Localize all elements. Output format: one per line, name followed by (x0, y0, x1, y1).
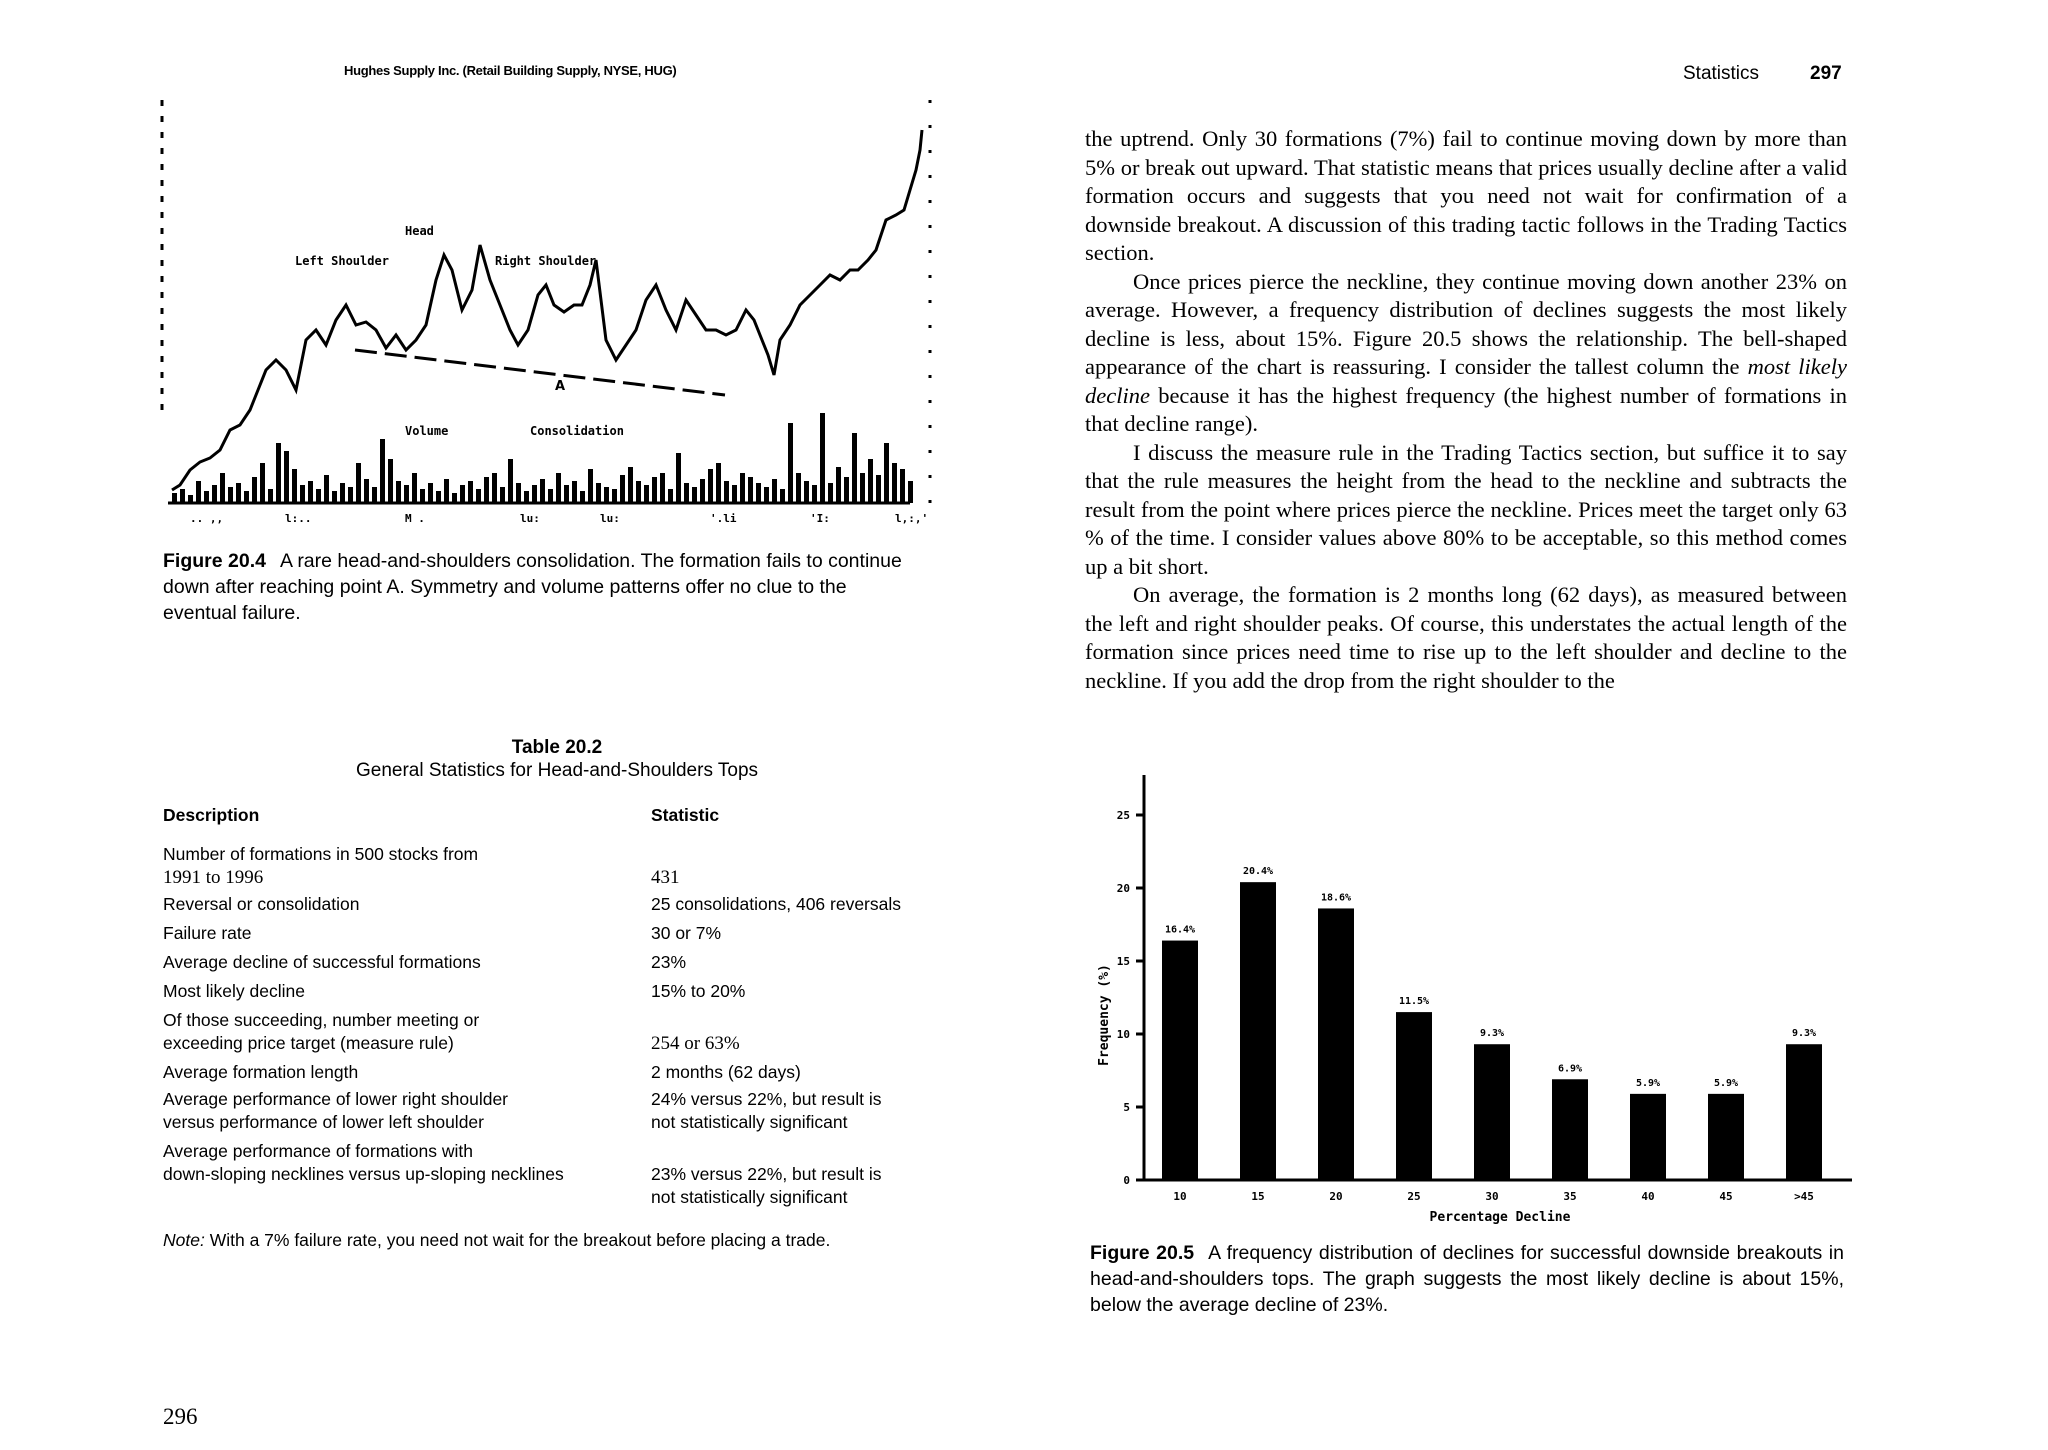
table-row: Average performance of lower right shoulder versus performance of lower left shoulder 24% versus 22%, but result is not statistically significant (163, 1089, 882, 1132)
volume-bar (724, 481, 729, 503)
svg-text:'.li: '.li (710, 512, 737, 525)
volume-bar (604, 487, 609, 503)
volume-bar (716, 463, 721, 503)
volume-bar (308, 481, 313, 503)
x-tick-label: 35 (1563, 1190, 1577, 1203)
table-header-row (163, 804, 901, 843)
svg-text:lu:: lu: (600, 512, 620, 525)
volume-bar (684, 483, 689, 503)
right-page-number: 297 (1810, 63, 1842, 84)
volume-bar (660, 473, 665, 503)
statistics-table (163, 804, 901, 1209)
paragraph-3: I discuss the measure rule in the Trading Tactics section, but suffice it to say that the rule measures the height from the head to the neckline and subtracts the result from the point where prices pierce the neckline. Prices meet the target only 63 % of the time. I consider values above 80% to be acceptable, so this method comes up a bit short. (1085, 439, 1847, 579)
figure-20-5-caption (1090, 1240, 1844, 1318)
volume-bar (772, 479, 777, 503)
bar-30 (1474, 1044, 1510, 1180)
table-subtitle: General Statistics for Head-and-Shoulders Tops (355, 760, 759, 781)
volume-bar (828, 483, 833, 503)
volume-bar (612, 489, 617, 503)
head-label: Head (405, 224, 434, 238)
volume-bar (900, 469, 905, 503)
x-tick-label: 10 (1173, 1190, 1187, 1203)
volume-bar (812, 485, 817, 503)
volume-bar (700, 479, 705, 503)
volume-bar (764, 487, 769, 503)
table-note-label: Note: (163, 1230, 205, 1250)
volume-bar (860, 473, 865, 503)
volume-bar (404, 485, 409, 503)
volume-bar (196, 481, 201, 503)
svg-text:.. ,,: .. ,, (190, 512, 224, 525)
volume-bar (756, 483, 761, 503)
figure-20-4-header: Hughes Supply Inc. (Retail Building Supply, NYSE, HUG) (344, 63, 677, 78)
volume-bar (868, 459, 873, 503)
volume-bar (540, 479, 545, 503)
x-axis-title: Percentage Decline (1429, 1210, 1571, 1225)
svg-text:M .: M . (405, 512, 425, 525)
volume-bar (436, 491, 441, 503)
volume-bar (300, 485, 305, 503)
figure-20-5-label: Figure 20.5 (1090, 1242, 1195, 1264)
bar-40 (1630, 1094, 1666, 1180)
figure-20-5-text: A frequency distribution of declines for successful downside breakouts in head-and-shoulders tops. The graph suggests the most likely decline is about 15%, below the average decline of 23%. (1090, 1242, 1844, 1316)
volume-bar (732, 485, 737, 503)
volume-bar (676, 453, 681, 503)
volume-bar (292, 469, 297, 503)
x-tick-label: >45 (1794, 1190, 1814, 1203)
volume-bar (532, 485, 537, 503)
left-page-number: 296 (163, 1404, 198, 1429)
x-tick-label: 30 (1485, 1190, 1499, 1203)
volume-bar (748, 477, 753, 503)
bar-data-label: 9.3% (1791, 1028, 1817, 1040)
volume-bar (460, 485, 465, 503)
table-row: Reversal or consolidation 25 consolidations, 406 reversals (163, 894, 902, 914)
table-row: Average decline of successful formations 23% (163, 952, 687, 972)
y-tick-label: 20 (1116, 882, 1130, 895)
figure-20-5-bar-chart (1090, 765, 1860, 1230)
volume-bar (908, 481, 913, 503)
volume-bar (268, 489, 273, 503)
table-row: Average performance of formations with down-sloping necklines versus up-sloping necklines 23% versus 22%, but result is not statistically significant (163, 1141, 882, 1207)
volume-label: Volume (405, 424, 449, 438)
volume-bar (876, 475, 881, 503)
figure-20-4-label: Figure 20.4 (163, 550, 266, 572)
x-tick-label: 25 (1407, 1190, 1421, 1203)
emphasis-most-likely-decline: most likely decline (1085, 354, 1847, 408)
volume-bar (260, 463, 265, 503)
volume-bar (324, 475, 329, 503)
paragraph-4: On average, the formation is 2 months long (62 days), as measured between the left and right shoulder peaks. Of course, this understates the actual length of the formation since prices need time to rise up to the left shoulder and decline to the neckline. If you add the drop from the right shoulder to the (1085, 582, 1847, 693)
x-axis-ticks (190, 512, 928, 525)
volume-bar (412, 473, 417, 503)
figure-20-4-text: A rare head-and-shoulders consolidation. The formation fails to continue down after reaching point A. Symmetry and volume patterns offer no clue to the eventual failure. (163, 550, 902, 624)
volume-bar (228, 487, 233, 503)
body-text (1085, 125, 1847, 695)
volume-bar (444, 479, 449, 503)
bar-data-label: 5.9% (1713, 1077, 1739, 1089)
volume-bar (804, 481, 809, 503)
volume-bar (396, 481, 401, 503)
volume-bar (596, 483, 601, 503)
volume-bar (892, 463, 897, 503)
svg-text:'I:: 'I: (810, 512, 830, 525)
x-tick-label: 40 (1641, 1190, 1655, 1203)
volume-bar (212, 485, 217, 503)
volume-bar (636, 481, 641, 503)
right-shoulder-label: Right Shoulder (495, 254, 597, 268)
volume-bar (580, 491, 585, 503)
volume-bar (524, 491, 529, 503)
volume-bar (500, 487, 505, 503)
bar-data-label: 16.4% (1164, 924, 1196, 936)
bar-35 (1552, 1079, 1588, 1180)
table-row: Number of formations in 500 stocks from 1991 to 1996 431 (163, 844, 680, 888)
bar-data-label: 18.6% (1320, 892, 1352, 904)
running-header-title: Statistics (1683, 63, 1760, 84)
y-tick-label: 10 (1116, 1028, 1130, 1041)
volume-bar (468, 481, 473, 503)
table-note-text: With a 7% failure rate, you need not wait for the breakout before placing a trade. (209, 1230, 831, 1250)
paragraph-2: Once prices pierce the neckline, they continue moving down another 23% on average. However, a frequency distribution of declines suggests the most likely decline is less, about 15%. Figure 20.5 shows the relationship. The bell-shaped appearance of the chart is reassuring. I consider the tallest column the most likely decline because it has the highest frequency (the highest number of formations in that decline range). (1085, 268, 1848, 436)
paragraph-1: the uptrend. Only 30 formations (7%) fail to continue moving down by more than 5% or break out upward. That statistic means that prices usually decline after a valid formation occurs and suggests that you need not wait for confirmation of a downside breakout. A discussion of this trading tactic follows in the Trading Tactics section. (1085, 126, 1847, 265)
volume-bar (836, 467, 841, 503)
volume-bar (340, 483, 345, 503)
volume-bar (180, 489, 185, 503)
volume-bar (388, 459, 393, 503)
volume-bar (796, 473, 801, 503)
y-tick-label: 5 (1123, 1101, 1130, 1114)
table-row: Average formation length 2 months (62 days) (163, 1062, 801, 1082)
col-statistic-header: Statistic (651, 805, 720, 825)
volume-bar (668, 489, 673, 503)
volume-bar (788, 423, 793, 503)
left-shoulder-label: Left Shoulder (295, 254, 389, 268)
table-row: Most likely decline 15% to 20% (163, 981, 746, 1001)
svg-text:lu:: lu: (520, 512, 540, 525)
volume-bar (220, 473, 225, 503)
volume-bar (516, 483, 521, 503)
volume-bar (572, 481, 577, 503)
volume-bar (844, 477, 849, 503)
volume-bar (780, 489, 785, 503)
volume-bar (380, 439, 385, 503)
bar-data-label: 6.9% (1557, 1063, 1583, 1075)
volume-bar (204, 491, 209, 503)
volume-bar (420, 489, 425, 503)
volume-bar (620, 475, 625, 503)
volume-bar (364, 479, 369, 503)
volume-bar (484, 477, 489, 503)
volume-bar (284, 451, 289, 503)
x-tick-label: 20 (1329, 1190, 1343, 1203)
col-description-header: Description (163, 805, 260, 825)
volume-bar (556, 473, 561, 503)
bar-data-label: 20.4% (1242, 866, 1274, 878)
volume-bar (348, 487, 353, 503)
y-tick-label: 0 (1123, 1174, 1130, 1187)
volume-bar (548, 489, 553, 503)
volume-bar (820, 413, 825, 503)
bar-10 (1162, 941, 1198, 1180)
y-tick-label: 25 (1116, 809, 1130, 822)
figure-20-4-stock-chart (150, 90, 950, 530)
bar-data-label: 9.3% (1479, 1028, 1505, 1040)
volume-bar (492, 473, 497, 503)
bar-data-label: 11.5% (1398, 996, 1430, 1008)
table-row: Failure rate 30 or 7% (163, 923, 722, 943)
x-tick-label: 45 (1719, 1190, 1733, 1203)
volume-bar (244, 491, 249, 503)
volume-bar (508, 459, 513, 503)
volume-bar (332, 491, 337, 503)
y-tick-label: 15 (1116, 955, 1130, 968)
volume-bar (372, 487, 377, 503)
bar->45 (1786, 1044, 1822, 1180)
volume-bar (588, 469, 593, 503)
svg-text:l:..: l:.. (285, 512, 312, 525)
volume-bar (628, 467, 633, 503)
volume-bar (692, 487, 697, 503)
svg-text:l,:,': l,:,' (895, 512, 929, 525)
bar-45 (1708, 1094, 1744, 1180)
bar-20 (1318, 908, 1354, 1180)
table-row: Of those succeeding, number meeting or exceeding price target (measure rule) 254 or 63% (163, 1010, 740, 1054)
bar-25 (1396, 1012, 1432, 1180)
volume-bar (564, 485, 569, 503)
consolidation-label: Consolidation (530, 424, 624, 438)
neckline (355, 350, 725, 395)
y-axis-title: Frequency (%) (1097, 964, 1112, 1066)
volume-bar (652, 477, 657, 503)
table-note (163, 1230, 830, 1251)
volume-bar (476, 489, 481, 503)
point-a-label: A (555, 379, 566, 394)
bar-15 (1240, 882, 1276, 1180)
volume-bar (316, 489, 321, 503)
volume-bar (884, 443, 889, 503)
volume-bar (356, 463, 361, 503)
volume-bar (236, 483, 241, 503)
volume-bar (276, 443, 281, 503)
volume-bar (708, 469, 713, 503)
bar-data-label: 5.9% (1635, 1077, 1661, 1089)
volume-bar (852, 433, 857, 503)
figure-20-4-caption (163, 548, 925, 626)
volume-bar (428, 483, 433, 503)
volume-bar (740, 473, 745, 503)
x-tick-label: 15 (1251, 1190, 1265, 1203)
table-title: Table 20.2 (511, 737, 603, 758)
volume-bar (644, 485, 649, 503)
volume-bar (252, 477, 257, 503)
